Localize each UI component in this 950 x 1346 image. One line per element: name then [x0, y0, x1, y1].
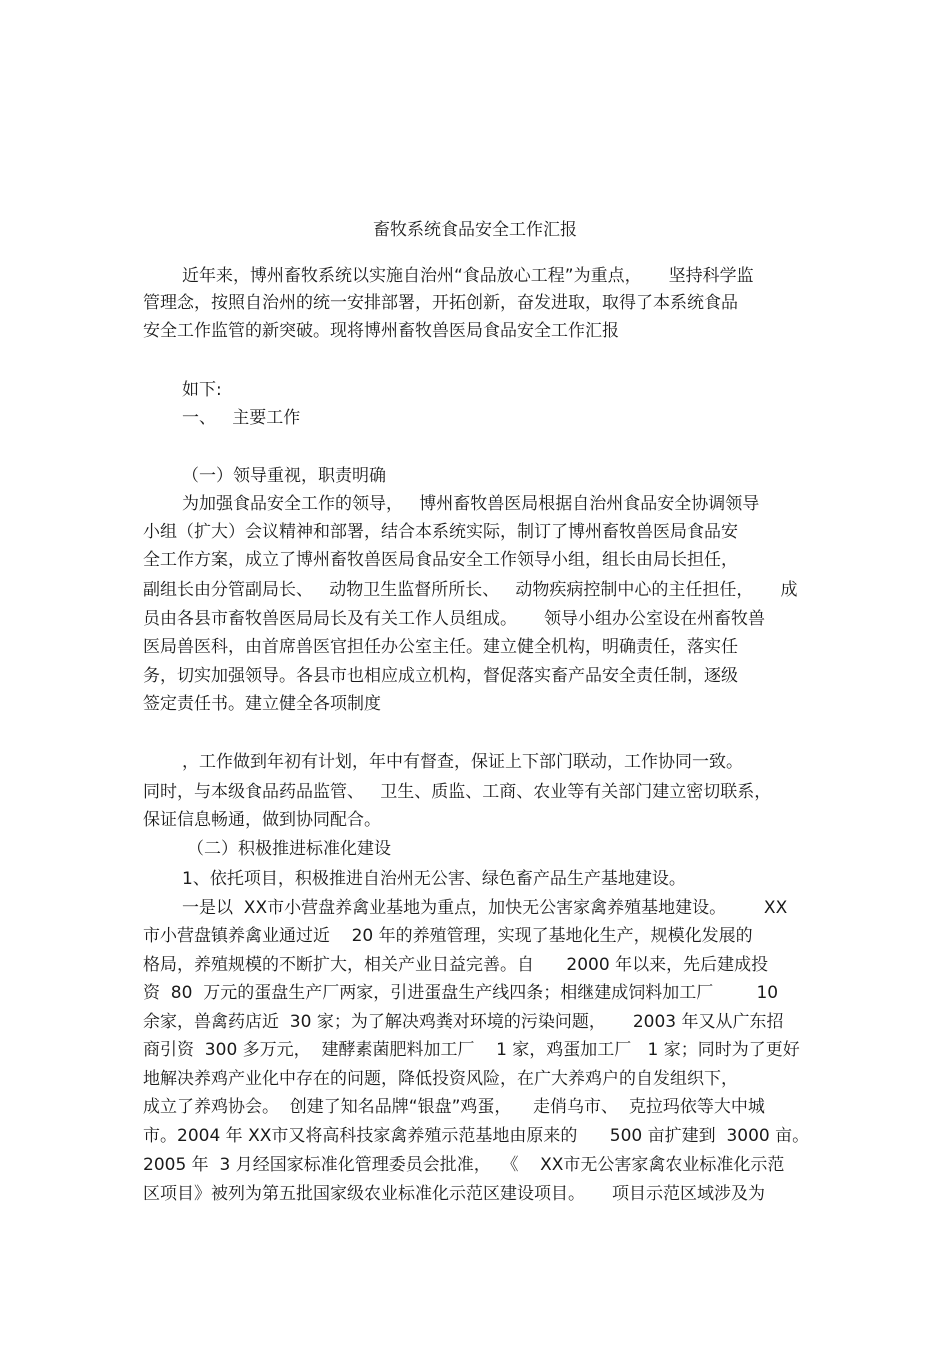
- body-line: 管理念，按照自治州的统一安排部署，开拓创新，奋发进取，取得了本系统食品: [143, 293, 738, 313]
- body-line: 小组（扩大）会议精神和部署，结合本系统实际，制订了博州畜牧兽医局食品安: [143, 522, 738, 542]
- body-line: 近年来，博州畜牧系统以实施自治州“食品放心工程”为重点， 坚持科学监: [182, 266, 754, 286]
- body-line: 余家，兽禽药店近 30 家；为了解决鸡粪对环境的污染问题， 2003 年又从广东招: [143, 1012, 784, 1032]
- body-line: 保证信息畅通，做到协同配合。: [143, 810, 381, 830]
- document-title: 畜牧系统食品安全工作汇报: [373, 220, 577, 240]
- body-line: ，工作做到年初有计划，年中有督查，保证上下部门联动，工作协同一致。: [182, 752, 743, 772]
- body-line: 地解决养鸡产业化中存在的问题，降低投资风险，在广大养鸡户的自发组织下，: [143, 1069, 738, 1089]
- body-line: 务，切实加强领导。各县市也相应成立机构，督促落实畜产品安全责任制，逐级: [143, 666, 738, 686]
- subsection-heading: （二）积极推进标准化建设: [187, 839, 391, 859]
- body-line: 1、依托项目，积极推进自治州无公害、绿色畜产品生产基地建设。: [182, 869, 686, 889]
- body-line: 同时，与本级食品药品监管、 卫生、质监、工商、农业等有关部门建立密切联系，: [143, 782, 772, 802]
- body-line: 安全工作监管的新突破。现将博州畜牧兽医局食品安全工作汇报: [143, 321, 619, 341]
- section-heading: 一、 主要工作: [182, 408, 301, 428]
- body-line: 一是以 XX市小营盘养禽业基地为重点，加快无公害家禽养殖基地建设。 XX: [182, 898, 788, 918]
- body-line: 市小营盘镇养禽业通过近 20 年的养殖管理，实现了基地化生产，规模化发展的: [143, 926, 753, 946]
- body-line: 资 80 万元的蛋盘生产厂两家，引进蛋盘生产线四条；相继建成饲料加工厂 10: [143, 983, 779, 1003]
- body-line: 签定责任书。建立健全各项制度: [143, 694, 381, 714]
- body-line: 市。2004 年 XX市又将高科技家禽养殖示范基地由原来的 500 亩扩建到 3000 亩。: [143, 1126, 810, 1146]
- body-line: 格局，养殖规模的不断扩大，相关产业日益完善。自 2000 年以来，先后建成投: [143, 955, 769, 975]
- body-line: 成立了养鸡协会。 创建了知名品牌“银盘”鸡蛋， 走俏乌市、 克拉玛依等大中城: [143, 1097, 765, 1117]
- body-line: 如下:: [182, 380, 222, 400]
- subsection-heading: （一）领导重视，职责明确: [182, 466, 386, 486]
- body-line: 全工作方案，成立了博州畜牧兽医局食品安全工作领导小组，组长由局长担任，: [143, 550, 738, 570]
- body-line: 副组长由分管副局长、 动物卫生监督所所长、 动物疾病控制中心的主任担任， 成: [143, 580, 798, 600]
- body-line: 2005 年 3 月经国家标准化管理委员会批准， 《 XX市无公害家禽农业标准化示范: [143, 1155, 785, 1175]
- body-line: 为加强食品安全工作的领导， 博州畜牧兽医局根据自治州食品安全协调领导: [182, 494, 760, 514]
- body-line: 员由各县市畜牧兽医局局长及有关工作人员组成。 领导小组办公室设在州畜牧兽: [143, 609, 766, 629]
- body-line: 医局兽医科，由首席兽医官担任办公室主任。建立健全机构，明确责任，落实任: [143, 637, 738, 657]
- body-line: 区项目》被列为第五批国家级农业标准化示范区建设项目。 项目示范区域涉及为: [143, 1184, 766, 1204]
- body-line: 商引资 300 多万元， 建酵素菌肥料加工厂 1 家，鸡蛋加工厂 1 家；同时为了更好: [143, 1040, 800, 1060]
